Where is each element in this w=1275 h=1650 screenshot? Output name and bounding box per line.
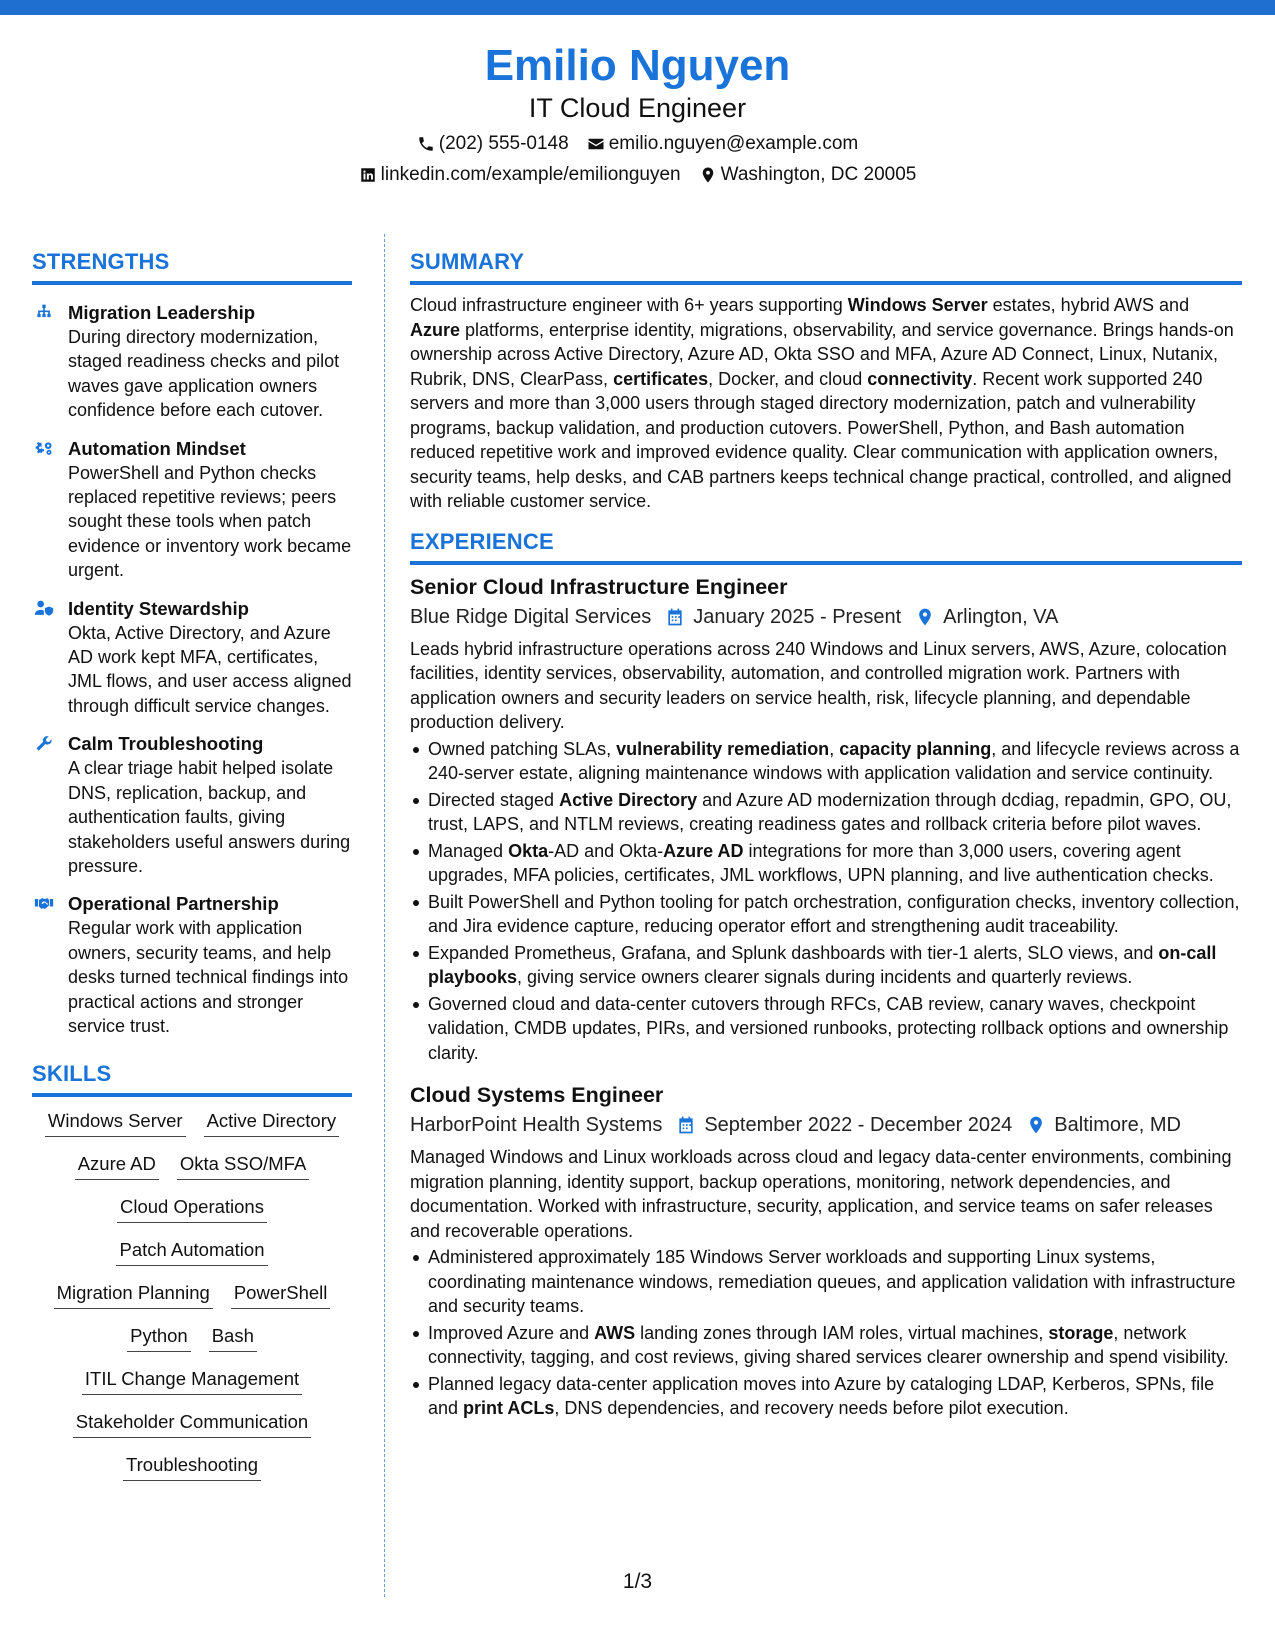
strengths-list (32, 301, 352, 1038)
page-number: 1/3 (622, 1570, 653, 1593)
contact-row-1 (0, 132, 1275, 156)
linkedin-item[interactable] (359, 163, 681, 187)
strength-item (32, 892, 352, 1038)
map-pin-icon (915, 607, 935, 627)
strengths-heading: STRENGTHS (32, 248, 352, 285)
skill-tag: Windows Server (45, 1109, 186, 1137)
user-shield-icon (32, 599, 56, 619)
job-meta (410, 603, 1242, 631)
calendar-icon (665, 607, 685, 627)
job-description: Managed Windows and Linux workloads across cloud and legacy data-center environments, combining migration planning, identity support, backup operations, monitoring, network dependencies, and documentation. Worked with infrastructure, security, application, and service teams on safer releases and recoverable operations. (410, 1147, 1232, 1241)
sitemap-icon (32, 303, 56, 323)
strength-title: Calm Troubleshooting (68, 733, 264, 755)
strength-description: Regular work with application owners, security teams, and help desks turned technical findings into practical actions and stronger service trust. (68, 918, 349, 1036)
skill-row (73, 1410, 311, 1438)
skill-tag: PowerShell (231, 1281, 331, 1309)
job-location: Baltimore, MD (1054, 1114, 1181, 1136)
strength-text (68, 597, 352, 719)
job-location: Arlington, VA (943, 605, 1059, 628)
strength-title: Migration Leadership (68, 302, 256, 323)
strength-icon-wrap (32, 732, 68, 878)
job-bullets (410, 737, 1242, 1066)
strength-item (32, 597, 352, 719)
skill-row (117, 1195, 267, 1223)
column-divider (384, 234, 385, 1597)
skill-tag: ITIL Change Management (82, 1367, 302, 1395)
strength-title: Identity Stewardship (68, 597, 249, 619)
strength-description: PowerShell and Python checks replaced repetitive reviews; peers sought these tools when patch evidence or inventory work became urgent. (68, 462, 352, 581)
job-bullet: Administered approximately 185 Windows Server workloads and supporting Linux systems, coordinating maintenance windows, remediation queues, and application validation with infrastructure and security teams. (410, 1245, 1242, 1319)
skills-list (32, 1109, 352, 1496)
strength-item (32, 437, 352, 583)
strength-description: Okta, Active Directory, and Azure AD work kept MFA, certificates, JML flows, and user access aligned through difficult service changes. (68, 622, 352, 716)
skill-row (82, 1367, 302, 1395)
candidate-name: Emilio Nguyen (484, 41, 791, 90)
skill-tag: Active Directory (204, 1109, 340, 1137)
skill-row (45, 1109, 339, 1137)
strength-icon-wrap (32, 597, 68, 719)
phone-text: (202) 555-0148 (438, 133, 569, 154)
candidate-role: IT Cloud Engineer (528, 93, 747, 123)
job-entry (410, 573, 1242, 1066)
job-bullet: Expanded Prometheus, Grafana, and Splunk dashboards with tier-1 alerts, SLO views, and on-call playbooks, giving service owners clearer signals during incidents and quarterly reviews. (410, 941, 1242, 990)
job-meta (410, 1111, 1242, 1139)
map-pin-icon (699, 166, 717, 184)
linkedin-icon (359, 166, 377, 184)
summary-heading: SUMMARY (410, 248, 1242, 285)
skill-tag: Migration Planning (54, 1281, 213, 1309)
resume-header (0, 40, 1275, 187)
handshake-icon (32, 894, 56, 914)
skill-tag: Bash (209, 1324, 257, 1352)
linkedin-text[interactable]: linkedin.com/example/emilionguyen (380, 164, 681, 185)
skills-heading: SKILLS (32, 1060, 352, 1097)
strength-icon-wrap (32, 301, 68, 423)
wrench-icon (32, 734, 56, 754)
strength-icon-wrap (32, 437, 68, 583)
job-bullet: Owned patching SLAs, vulnerability remediation, capacity planning, and lifecycle reviews across a 240-server estate, aligning maintenance windows with application validation and service continuity. (410, 737, 1242, 786)
job-description: Leads hybrid infrastructure operations across 240 Windows and Linux servers, AWS, Azure, colocation facilities, identity services, observability, automation, and controlled migration work. Partners with application owners and security leaders on service health, risk, lifecycle planning, and dependable production delivery. (410, 638, 1227, 732)
skill-row (127, 1324, 257, 1352)
job-bullets (410, 1245, 1242, 1421)
strength-text (68, 301, 352, 423)
strength-description: A clear triage habit helped isolate DNS, replication, backup, and authentication faults, giving stakeholders useful answers during pressure. (68, 758, 351, 876)
skill-row (54, 1281, 331, 1309)
job-bullet: Managed Okta-AD and Okta-Azure AD integrations for more than 3,000 users, covering agent upgrades, MFA policies, certificates, JML workflows, UPN planning, and live authentication checks. (410, 839, 1242, 888)
map-pin-icon (1026, 1115, 1046, 1135)
job-bullet: Governed cloud and data-center cutovers through RFCs, CAB review, canary waves, checkpoint validation, CMDB updates, PIRs, and versioned runbooks, protecting rollback options and ownership clarity. (410, 992, 1242, 1066)
strength-text (68, 732, 352, 878)
contact-row-2 (0, 163, 1275, 187)
strength-text (68, 437, 352, 583)
jobs-list (410, 573, 1242, 1421)
email-text[interactable]: emilio.nguyen@example.com (608, 133, 859, 154)
skill-row (116, 1238, 267, 1266)
skill-tag: Python (127, 1324, 191, 1352)
job-dates: September 2022 - December 2024 (704, 1114, 1013, 1136)
job-bullet: Improved Azure and AWS landing zones through IAM roles, virtual machines, storage, network connectivity, tagging, and cost reviews, giving shared services clearer ownership and spend visibility. (410, 1321, 1242, 1370)
gears-icon (32, 439, 56, 459)
job-dates: January 2025 - Present (693, 605, 902, 628)
location-item (699, 163, 917, 187)
strength-description: During directory modernization, staged readiness checks and pilot waves gave application owners confidence before each cutover. (68, 327, 340, 421)
skill-tag: Patch Automation (116, 1238, 267, 1266)
skill-row (75, 1152, 310, 1180)
summary-text: Cloud infrastructure engineer with 6+ years supporting Windows Server estates, hybrid AWS and Azure platforms, enterprise identity, migrations, observability, and service governance. Brings hands-on ownership across Active Directory, Azure AD, Okta SSO and MFA, Azure AD Connect, Linux, Nutanix, Rubrik, DNS, ClearPass, certificates, Docker, and cloud connectivity. Recent work supported 240 servers and more than 3,000 users through staged directory modernization, patch and vulnerability programs, backup validation, and production cutovers. PowerShell, Python, and Bash automation reduced repetitive work and improved evidence quality. Clear communication with application owners, security teams, help desks, and CAB partners keeps technical change practical, controlled, and aligned with reliable customer service. (410, 295, 1234, 511)
skill-row (123, 1453, 261, 1481)
job-bullet: Directed staged Active Directory and Azure AD modernization through dcdiag, repadmin, GPO, OU, trust, LAPS, and NTLM reviews, creating readiness gates and rollback criteria before pilot waves. (410, 788, 1242, 837)
job-company: HarborPoint Health Systems (410, 1114, 663, 1136)
experience-heading: EXPERIENCE (410, 528, 1242, 565)
left-column (32, 248, 352, 1496)
skill-tag: Azure AD (75, 1152, 159, 1180)
strength-title: Automation Mindset (68, 437, 246, 459)
calendar-icon (676, 1115, 696, 1135)
job-title: Senior Cloud Infrastructure Engineer (410, 574, 788, 599)
strength-title: Operational Partnership (68, 893, 279, 915)
phone-icon (417, 135, 435, 153)
strength-icon-wrap (32, 892, 68, 1038)
job-title: Cloud Systems Engineer (410, 1083, 664, 1107)
strength-item (32, 301, 352, 423)
skill-tag: Okta SSO/MFA (177, 1152, 309, 1180)
top-accent-bar (0, 0, 1275, 15)
skill-tag: Troubleshooting (123, 1453, 261, 1481)
skill-tag: Stakeholder Communication (73, 1410, 311, 1438)
skill-tag: Cloud Operations (117, 1195, 267, 1223)
job-bullet: Built PowerShell and Python tooling for patch orchestration, configuration checks, inventory collection, and Jira evidence capture, reducing operator effort and strengthening audit traceability. (410, 890, 1242, 939)
job-company: Blue Ridge Digital Services (410, 605, 652, 628)
email-item[interactable] (587, 132, 859, 156)
envelope-icon (587, 135, 605, 153)
right-column (410, 248, 1242, 1421)
job-bullet: Planned legacy data-center application moves into Azure by cataloging LDAP, Kerberos, SPNs, file and print ACLs, DNS dependencies, and recovery needs before pilot execution. (410, 1372, 1242, 1421)
phone-item (417, 132, 569, 156)
strength-item (32, 732, 352, 878)
job-entry (410, 1081, 1242, 1421)
strength-text (68, 892, 352, 1038)
location-text: Washington, DC 20005 (720, 164, 917, 185)
